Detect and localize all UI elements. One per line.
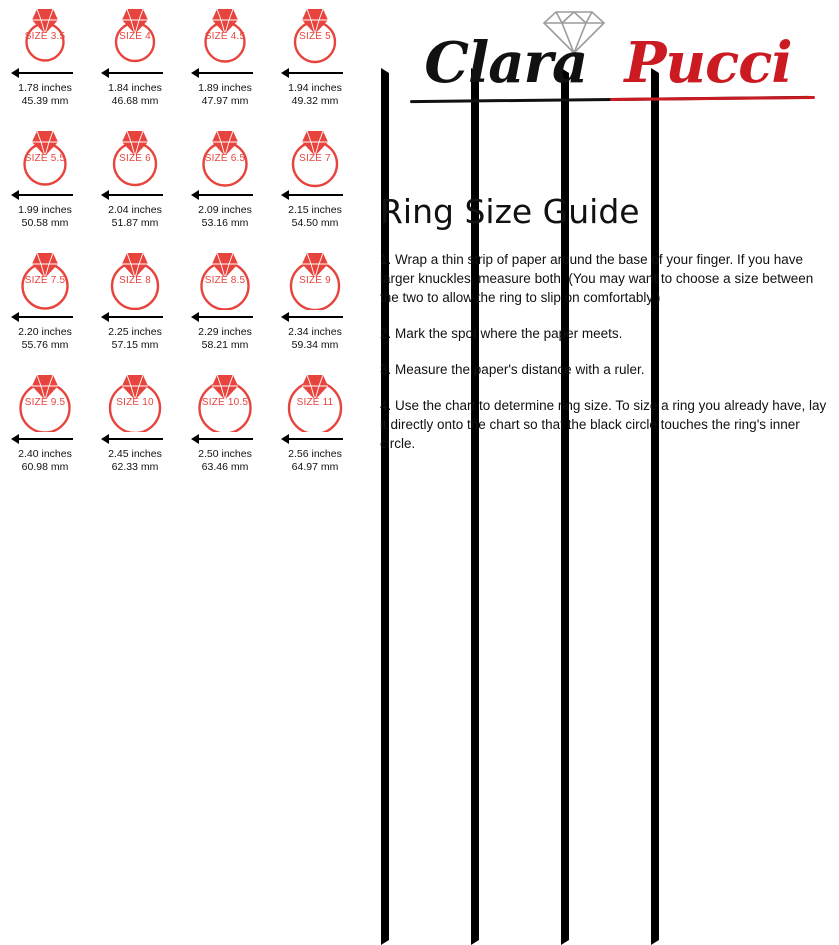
ring-measurement (180, 326, 270, 352)
ring-size-cell[interactable] (270, 124, 360, 236)
ring-millimeters: 47.97 mm (201, 95, 249, 107)
instruction-step: 4. Use the chart to determine ring size. To size a ring you already have, lay it directly onto the chart so that the black circle touches the ring's inner circle. (380, 398, 827, 451)
ring-size-cell[interactable] (0, 368, 90, 480)
ring-millimeters: 49.32 mm (291, 95, 339, 107)
ring-size-label: SIZE 5.5 (24, 153, 66, 164)
measurement-arrow-icon (281, 68, 349, 78)
ring-measurement (90, 82, 180, 108)
ring-size-row (0, 2, 362, 114)
ring-measurement (270, 82, 360, 108)
ring-measurement (270, 448, 360, 474)
ring-inches: 1.94 inches (288, 82, 342, 94)
ring-millimeters: 59.34 mm (291, 339, 339, 351)
ring-millimeters: 57.15 mm (111, 339, 159, 351)
ring-size-row (0, 124, 362, 236)
ring-inches: 2.09 inches (198, 204, 252, 216)
ring-size-label: SIZE 9.5 (24, 397, 66, 408)
ring-size-cell[interactable] (180, 368, 270, 480)
ring-inches: 1.84 inches (108, 82, 162, 94)
ring-inches: 2.25 inches (108, 326, 162, 338)
measurement-arrow-icon (281, 434, 349, 444)
ring-measurement (0, 448, 90, 474)
ring-size-cell[interactable] (180, 2, 270, 114)
measurement-arrow-icon (11, 434, 79, 444)
measurement-arrow-icon (191, 312, 259, 322)
ring-size-label: SIZE 9 (299, 275, 331, 286)
ring-size-cell[interactable] (270, 368, 360, 480)
ring-millimeters: 51.87 mm (111, 217, 159, 229)
ring-size-label: SIZE 4 (119, 31, 151, 42)
measurement-arrow-icon (11, 190, 79, 200)
ring-millimeters: 62.33 mm (111, 461, 159, 473)
guide-panel (370, 0, 839, 501)
ring-measurement (90, 448, 180, 474)
ring-size-cell[interactable] (90, 2, 180, 114)
ring-inches: 2.15 inches (288, 204, 342, 216)
ring-measurement (270, 204, 360, 230)
ring-size-chart (0, 0, 362, 501)
ring-size-cell[interactable] (90, 124, 180, 236)
ring-size-label: SIZE 5 (299, 31, 331, 42)
ring-size-row (0, 368, 362, 480)
ring-millimeters: 58.21 mm (201, 339, 249, 351)
ring-size-cell[interactable] (90, 246, 180, 358)
ring-millimeters: 46.68 mm (111, 95, 159, 107)
measurement-arrow-icon (191, 434, 259, 444)
ring-inches: 2.04 inches (108, 204, 162, 216)
ring-inches: 2.29 inches (198, 326, 252, 338)
ring-inches: 1.89 inches (198, 82, 252, 94)
measurement-arrow-icon (191, 190, 259, 200)
ring-inches: 2.50 inches (198, 448, 252, 460)
ring-size-cell[interactable] (0, 246, 90, 358)
ring-inches: 1.99 inches (18, 204, 72, 216)
ring-measurement (90, 326, 180, 352)
ring-millimeters: 45.39 mm (21, 95, 69, 107)
ring-size-label: SIZE 7.5 (24, 275, 66, 286)
ring-inches: 2.45 inches (108, 448, 162, 460)
ring-size-label: SIZE 7 (299, 153, 331, 164)
ring-millimeters: 54.50 mm (291, 217, 339, 229)
ring-size-cell[interactable] (0, 124, 90, 236)
brand-logo (378, 6, 838, 114)
ring-size-cell[interactable] (270, 246, 360, 358)
ring-size-cell[interactable] (180, 124, 270, 236)
ring-inches: 2.34 inches (288, 326, 342, 338)
ring-size-cell[interactable] (0, 2, 90, 114)
ring-size-label: SIZE 4.5 (204, 31, 246, 42)
measurement-arrow-icon (281, 190, 349, 200)
ring-inches: 2.56 inches (288, 448, 342, 460)
page-title: Ring Size Guide (380, 192, 640, 231)
measurement-arrow-icon (191, 68, 259, 78)
ring-size-label: SIZE 8 (119, 275, 151, 286)
ring-millimeters: 55.76 mm (21, 339, 69, 351)
instruction-steps (380, 250, 832, 470)
ring-size-label: SIZE 10.5 (201, 397, 249, 408)
ring-size-label: SIZE 6.5 (204, 153, 246, 164)
ring-measurement (180, 448, 270, 474)
ring-size-label: SIZE 11 (296, 397, 334, 408)
brand-wordmark (378, 30, 838, 96)
ring-measurement (90, 204, 180, 230)
ring-size-row (0, 246, 362, 358)
ring-size-label: SIZE 6 (119, 153, 151, 164)
ring-size-label: SIZE 10 (116, 397, 154, 408)
ring-millimeters: 50.58 mm (21, 217, 69, 229)
ring-measurement (180, 204, 270, 230)
ring-inches: 2.20 inches (18, 326, 72, 338)
instruction-step: 2. Mark the spot where the paper meets. (380, 326, 623, 341)
ring-measurement (180, 82, 270, 108)
ring-size-cell[interactable] (180, 246, 270, 358)
measurement-arrow-icon (101, 312, 169, 322)
ring-measurement (0, 82, 90, 108)
measurement-arrow-icon (281, 312, 349, 322)
ring-size-label: SIZE 8.5 (204, 275, 246, 286)
ring-inches: 1.78 inches (18, 82, 72, 94)
measurement-arrow-icon (101, 190, 169, 200)
ring-millimeters: 64.97 mm (291, 461, 339, 473)
brand-name-second: Pucci (624, 30, 792, 96)
measurement-arrow-icon (101, 434, 169, 444)
measurement-arrow-icon (101, 68, 169, 78)
ring-millimeters: 60.98 mm (21, 461, 69, 473)
instruction-step: 3. Measure the paper's distance with a ruler. (380, 362, 645, 377)
ring-size-cell[interactable] (270, 2, 360, 114)
ring-millimeters: 53.16 mm (201, 217, 249, 229)
ring-measurement (0, 326, 90, 352)
brand-name-first: Clara (424, 30, 588, 96)
measurement-arrow-icon (11, 68, 79, 78)
measurement-arrow-icon (11, 312, 79, 322)
ring-measurement (0, 204, 90, 230)
ring-millimeters: 63.46 mm (201, 461, 249, 473)
ring-measurement (270, 326, 360, 352)
ring-size-cell[interactable] (90, 368, 180, 480)
ring-size-label: SIZE 3.5 (24, 31, 66, 42)
ring-inches: 2.40 inches (18, 448, 72, 460)
instruction-step: 1. Wrap a thin strip of paper around the base of your finger. If you have larger knuckles, measure both. (You may want to choose a size between the two to allow the ring to slip on comfortably.) (380, 252, 814, 305)
